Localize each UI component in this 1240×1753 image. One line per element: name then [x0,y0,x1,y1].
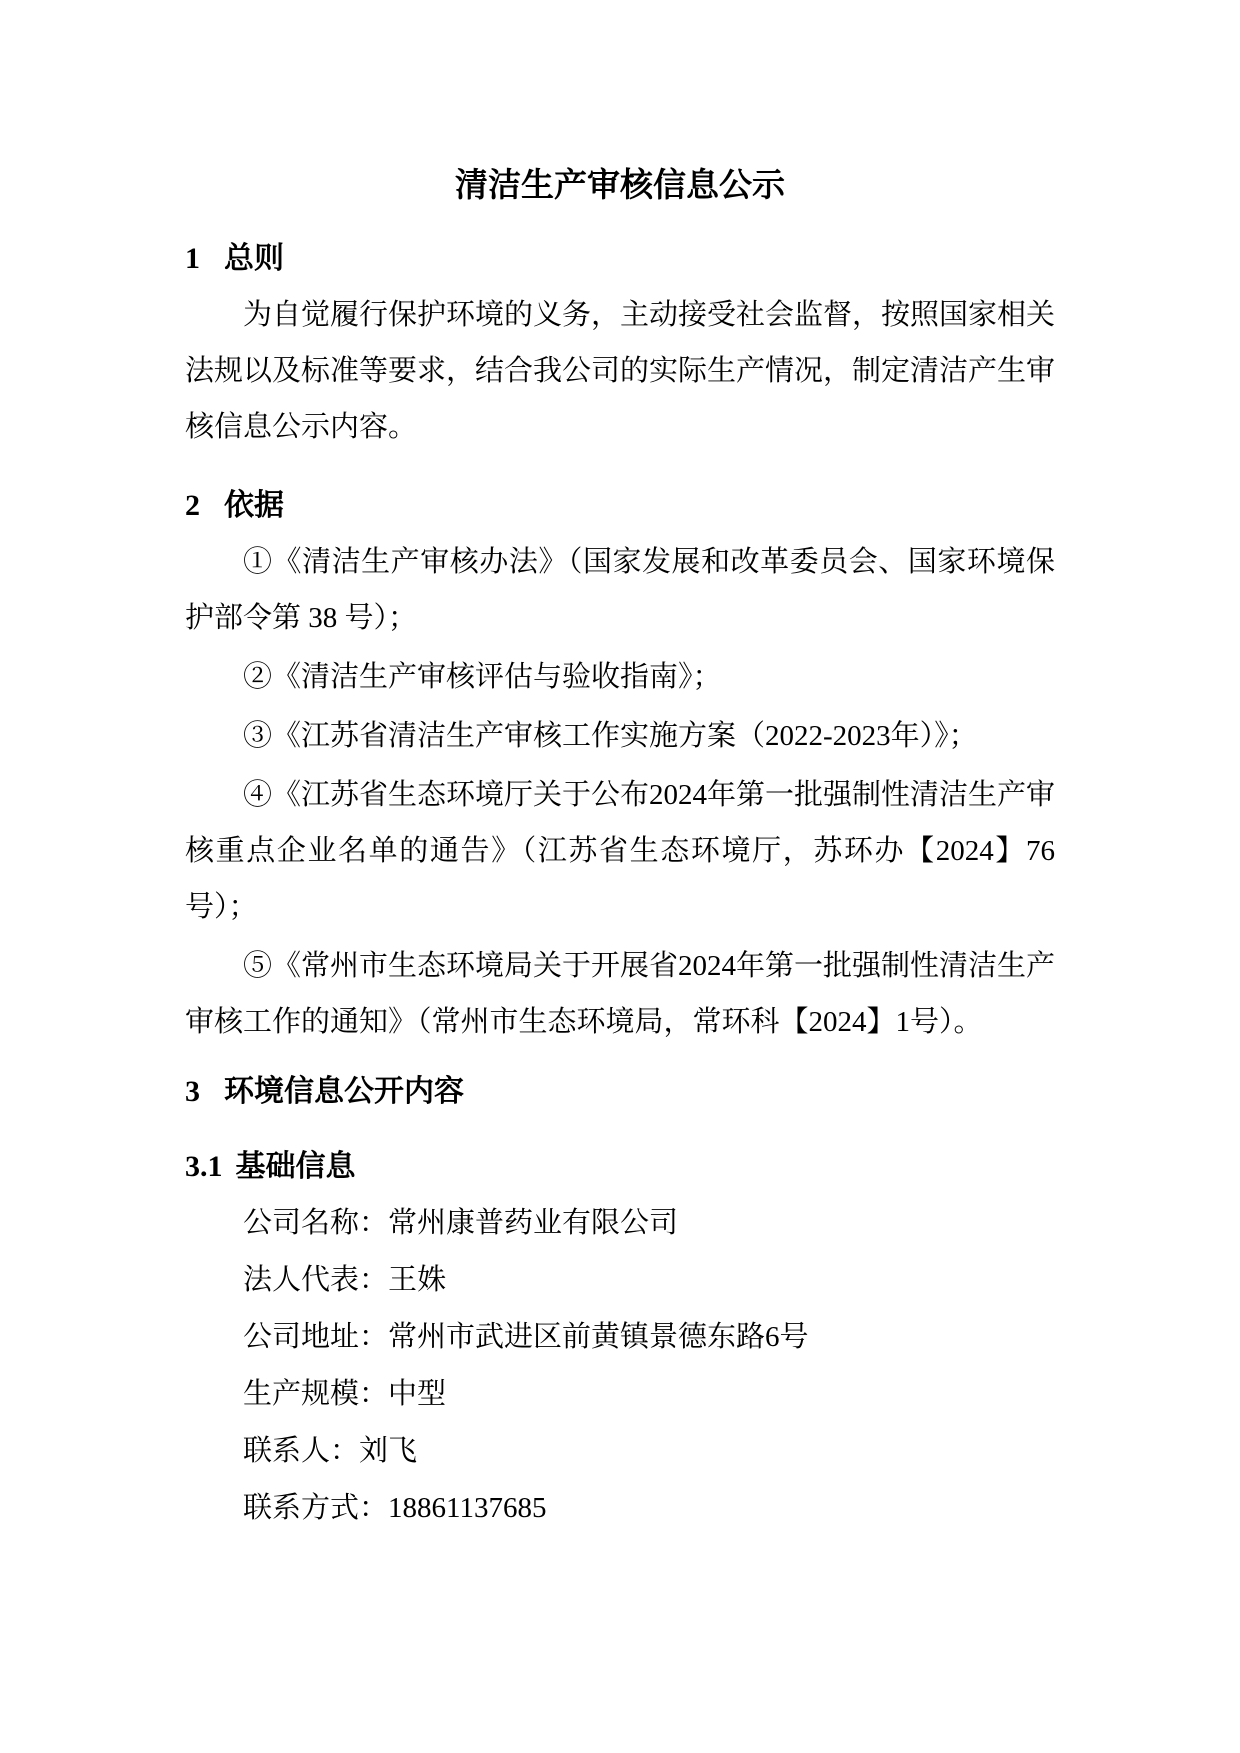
info-field-label: 法人代表 [243,1264,360,1296]
info-field-legal-representative [185,1252,1055,1309]
info-field-label: 联系方式 [243,1492,360,1524]
info-field-separator: ： [359,1321,389,1353]
info-field-separator: ： [330,1435,360,1467]
info-field-separator: ： [359,1492,389,1524]
section-heading-text: 总则 [224,242,284,275]
section-number: 3 [185,1075,200,1108]
section-heading-2 [185,478,1055,534]
section-heading-3 [185,1064,1055,1120]
info-field-value: 王姝 [388,1264,447,1296]
reference-item: ④《江苏省生态环境厅关于公布2024年第一批强制性清洁生产审核重点企业名单的通告》（江苏省生态环境厅，苏环办【2024】76号）； [185,779,1056,923]
info-field-value: 18861137685 [388,1492,547,1524]
reference-list [185,534,1055,1050]
info-field-label: 联系人 [243,1435,331,1467]
info-field-separator: ： [359,1207,389,1239]
info-field-value: 中型 [388,1378,447,1410]
section-number: 1 [185,242,200,275]
info-field-value: 常州市武进区前黄镇景德东路6号 [388,1321,809,1353]
section-heading-1 [185,231,1055,287]
reference-item: ③《江苏省清洁生产审核工作实施方案（2022-2023年）》； [243,720,978,752]
info-field-label: 公司地址 [243,1321,360,1353]
info-field-label: 公司名称 [243,1207,360,1239]
info-field-company-name [185,1195,1055,1252]
subsection-number: 3.1 [185,1150,223,1183]
reference-item: ⑤《常州市生态环境局关于开展省2024年第一批强制性清洁生产审核工作的通知》（常州市生态环境局，常环科【2024】1号）。 [185,950,1056,1038]
info-field-contact-person [185,1423,1055,1480]
info-field-production-scale [185,1366,1055,1423]
subsection-heading-text: 基础信息 [235,1150,356,1183]
section-heading-text: 依据 [224,489,284,522]
info-field-label: 生产规模 [243,1378,360,1410]
info-field-company-address [185,1309,1055,1366]
section-heading-text: 环境信息公开内容 [224,1075,464,1108]
reference-item: ②《清洁生产审核评估与验收指南》； [243,661,722,693]
subsection-heading-3-1 [185,1139,1055,1195]
info-field-separator: ： [359,1378,389,1410]
info-field-value: 常州康普药业有限公司 [388,1207,679,1239]
section-number: 2 [185,489,200,522]
basic-info-list [185,1195,1055,1537]
info-field-separator: ： [359,1264,389,1296]
info-field-value: 刘飞 [359,1435,418,1467]
info-field-contact-phone [185,1480,1055,1537]
reference-item: ①《清洁生产审核办法》（国家发展和改革委员会、国家环境保护部令第 38 号）； [185,546,1055,634]
document-title: 清洁生产审核信息公示 [455,168,785,204]
paragraph-general-principles: 为自觉履行保护环境的义务，主动接受社会监督，按照国家相关法规以及标准等要求，结合我公司的实际生产情况，制定清洁产生审核信息公示内容。 [185,299,1056,443]
